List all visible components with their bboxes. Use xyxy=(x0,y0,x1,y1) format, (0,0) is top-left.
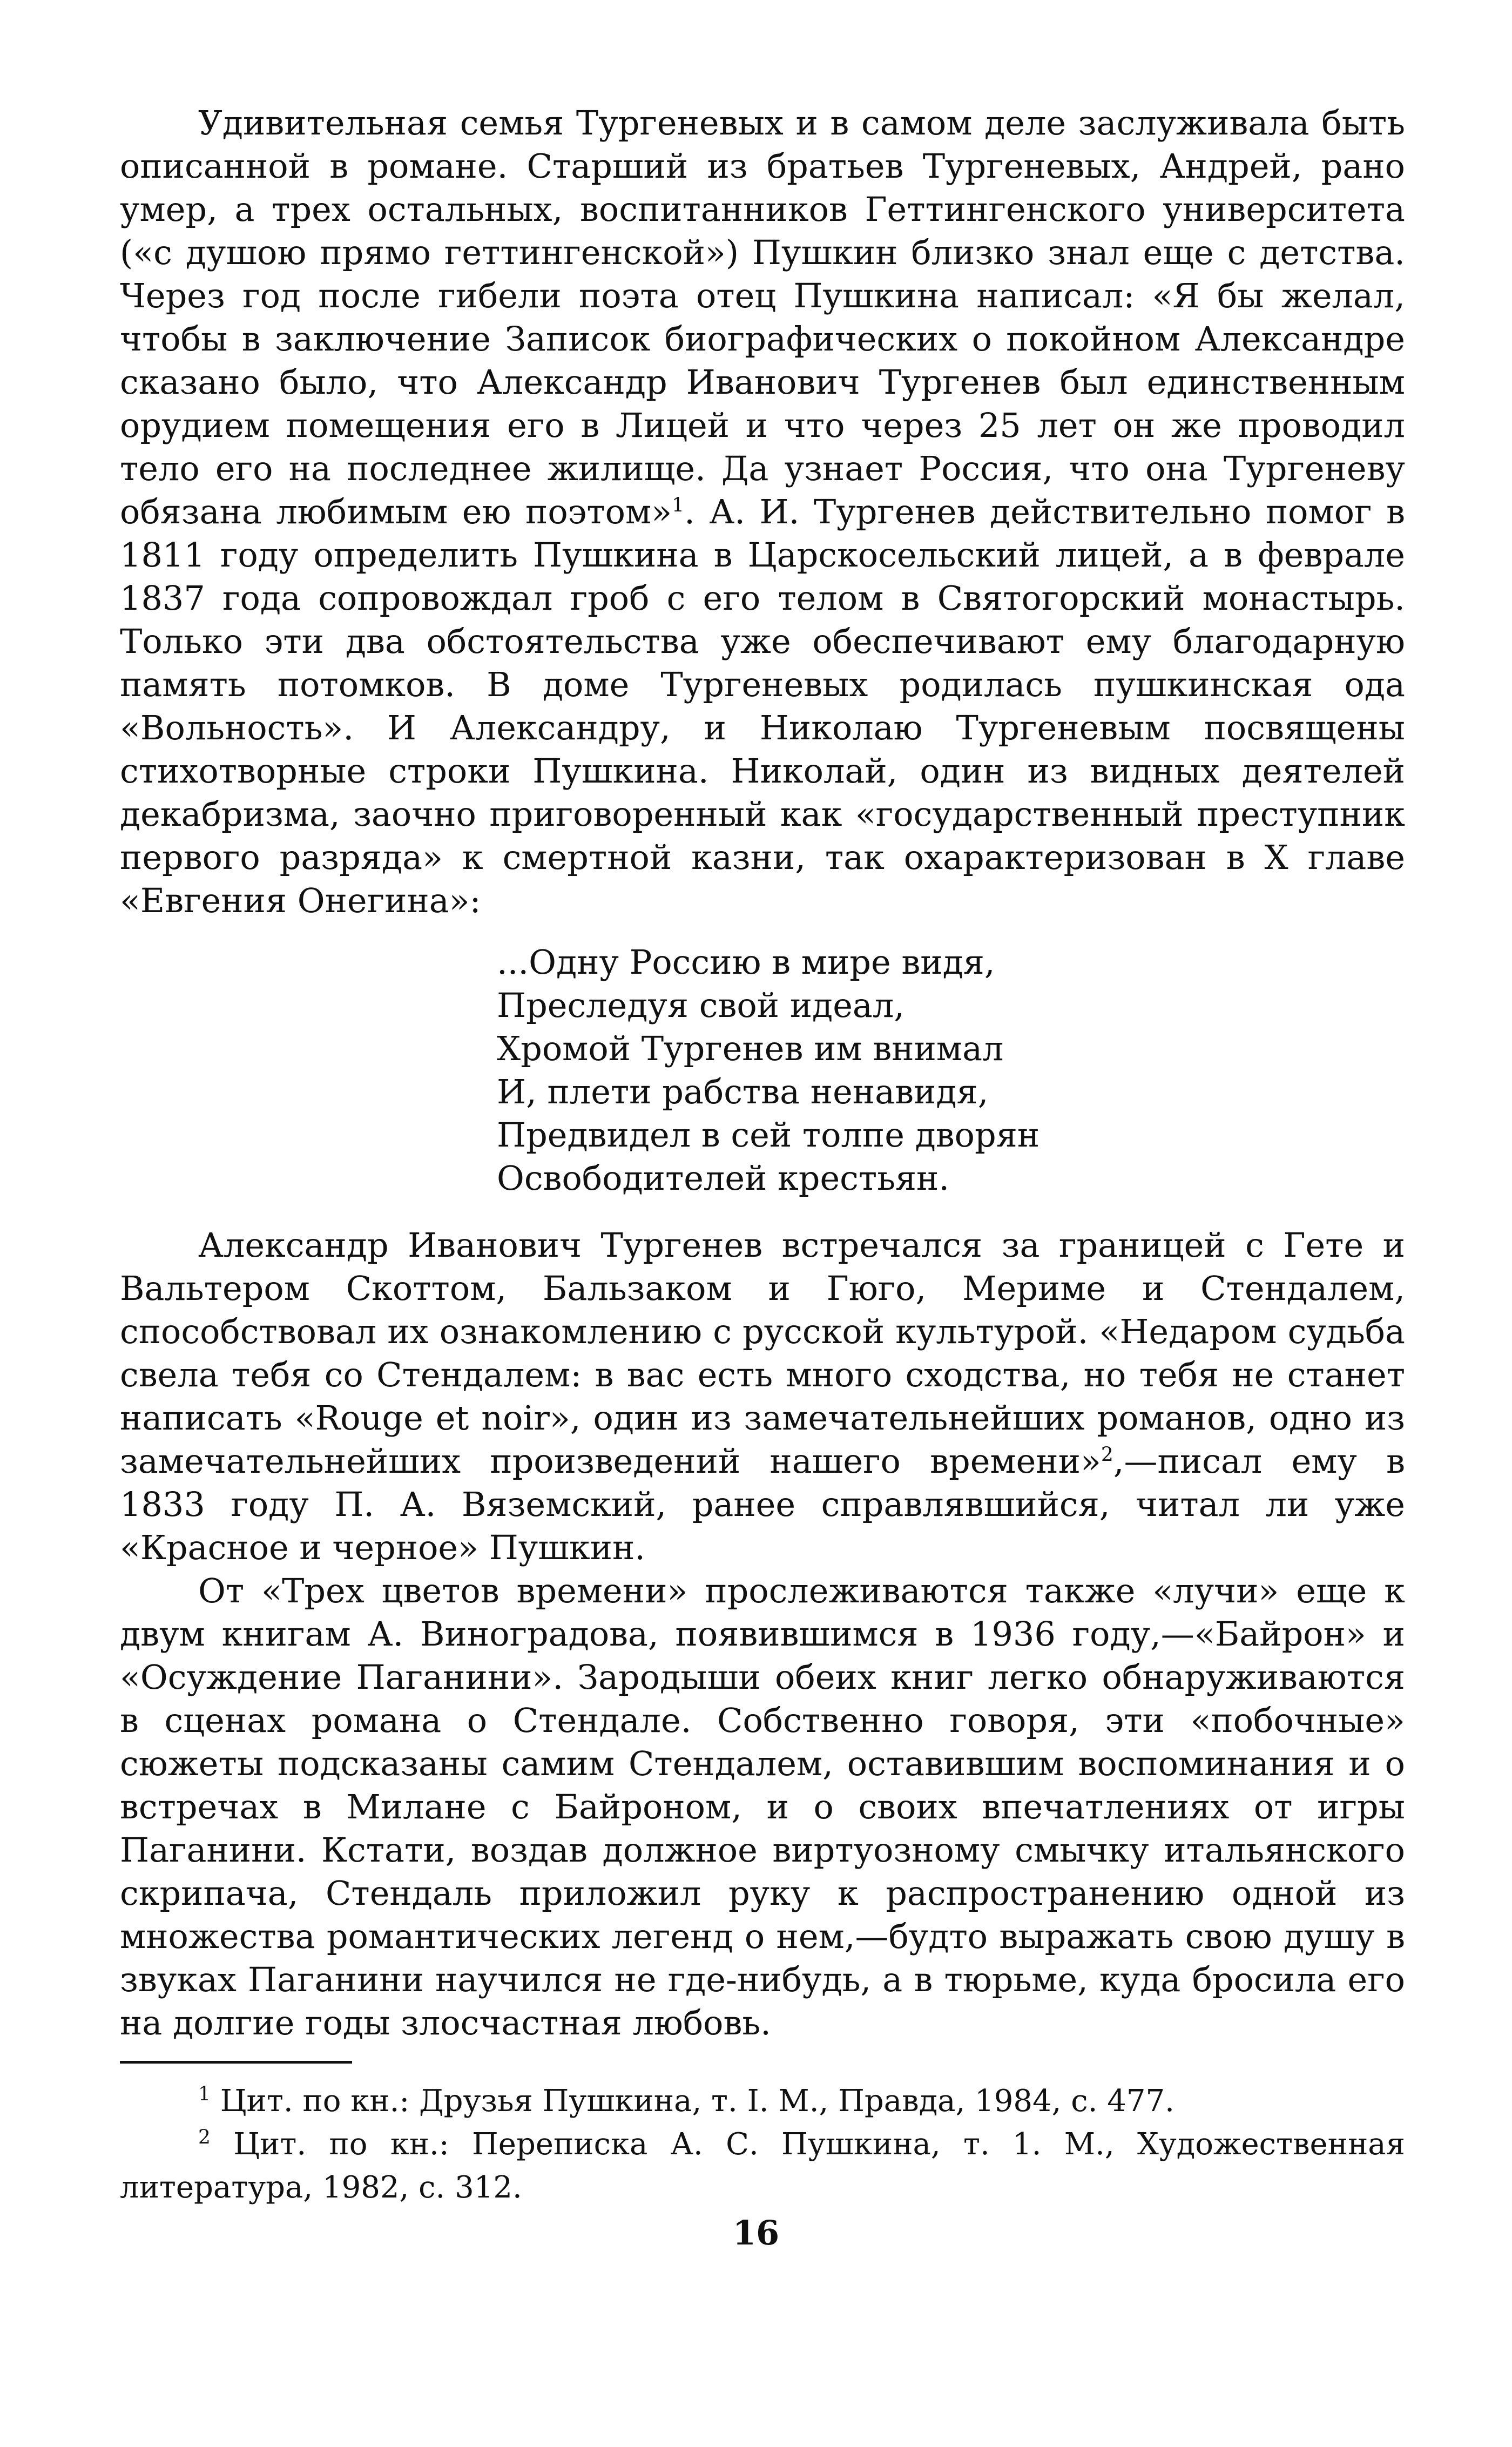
footnote-2 xyxy=(120,2123,1405,2209)
footnote-divider xyxy=(120,2061,352,2064)
footnote-1 xyxy=(120,2080,1405,2123)
paragraph-turgenev-family xyxy=(120,102,1405,922)
footnote-reference[interactable]: 2 xyxy=(1101,1444,1113,1466)
poem-line: Преследуя свой идеал, xyxy=(497,986,905,1025)
paragraph-text: От «Трех цветов времени» прослеживаются также «лучи» еще к двум книгам А. Виноградова, появившимся в 1936 году,—«Байрон» и «Осуждение Паганини». Зародыши обеих книг легко обнаруживаются в сценах романа о Стендале. Собственно говоря, эти «побочные» сюжеты подсказаны самим Стендалем, оставившим воспоминания и о встречах в Милане с Байроном, и о своих впечатлениях от игры Паганини. Кстати, воздав должное виртуозному смычку итальянского скрипача, Стендаль приложил руку к распространению одной из множества романтических легенд о нем,—будто выражать свою душу в звуках Паганини научился не где-нибудь, а в тюрьме, куда бросила его на долгие годы злосчастная любовь. xyxy=(120,1571,1405,2042)
paragraph-three-colors xyxy=(120,1569,1405,2045)
poem-line: Хромой Тургенев им внимал xyxy=(497,1029,1004,1068)
page-number: 16 xyxy=(732,2213,780,2253)
poem-line: И, плети рабства ненавидя, xyxy=(497,1072,989,1111)
paragraph-text: Александр Иванович Тургенев встречался за границей с Гете и Вальтером Скоттом, Бальзаком и Гюго, Мериме и Стендалем, способствовал их ознакомлению с русской культурой. «Недаром судьба свела тебя со Стендалем: в вас есть много сходства, но тебя не станет написать «Rouge et noir», один из замечательнейших романов, одно из замечательнейших произведений нашего времени» xyxy=(120,1225,1405,1481)
paragraph-text-continued: . А. И. Тургенев действительно помог в 1811 году определить Пушкина в Царскосельский лицей, а в феврале 1837 года сопровождал гроб с его телом в Святогорский монастырь. Только эти два обстоятельства уже обеспечивают ему благодарную память потомков. В доме Тургеневых родилась пушкинская ода «Вольность». И Александру, и Николаю Тургеневым посвящены стихотворные строки Пушкина. Николай, один из видных деятелей декабризма, заочно приговоренный как «государственный преступник первого разряда» к смертной казни, так охарактеризован в X главе «Евгения Онегина»: xyxy=(120,492,1405,920)
footnote-text: Цит. по кн.: Переписка А. С. Пушкина, т. 1. М., Художественная литература, 1982, с. 312. xyxy=(120,2127,1405,2205)
footnote-mark: 2 xyxy=(198,2126,211,2149)
paragraph-text-continued: ,—писал ему в 1833 году П. А. Вяземский, ранее справлявшийся, читал ли уже «Красное и черное» Пушкин. xyxy=(120,1441,1405,1567)
poem-quote xyxy=(497,941,1405,1200)
poem-line: Освободителей крестьян. xyxy=(497,1158,950,1198)
paragraph-alexander-turgenev xyxy=(120,1224,1405,1569)
paragraph-text: Удивительная семья Тургеневых и в самом деле заслуживала быть описанной в романе. Старший из братьев Тургеневых, Андрей, рано умер, а трех остальных, воспитанников Геттингенского университета («с душою прямо геттингенской») Пушкин близко знал еще с детства. Через год после гибели поэта отец Пушкина написал: «Я бы желал, чтобы в заключение Записок биографических о покойном Александре сказано было, что Александр Иванович Тургенев был единственным орудием помещения его в Лицей и что через 25 лет он же проводил тело его на последнее жилище. Да узнает Россия, что она Тургеневу обязана любимым ею поэтом» xyxy=(120,103,1405,531)
footnote-reference[interactable]: 1 xyxy=(672,494,685,517)
book-page xyxy=(120,102,1405,2209)
footnote-text: Цит. по кн.: Друзья Пушкина, т. I. М., Правда, 1984, с. 477. xyxy=(210,2084,1174,2119)
poem-line: ...Одну Россию в мире видя, xyxy=(497,942,995,982)
poem-line: Предвидел в сей толпе дворян xyxy=(497,1115,1040,1155)
footnote-mark: 1 xyxy=(198,2083,211,2106)
